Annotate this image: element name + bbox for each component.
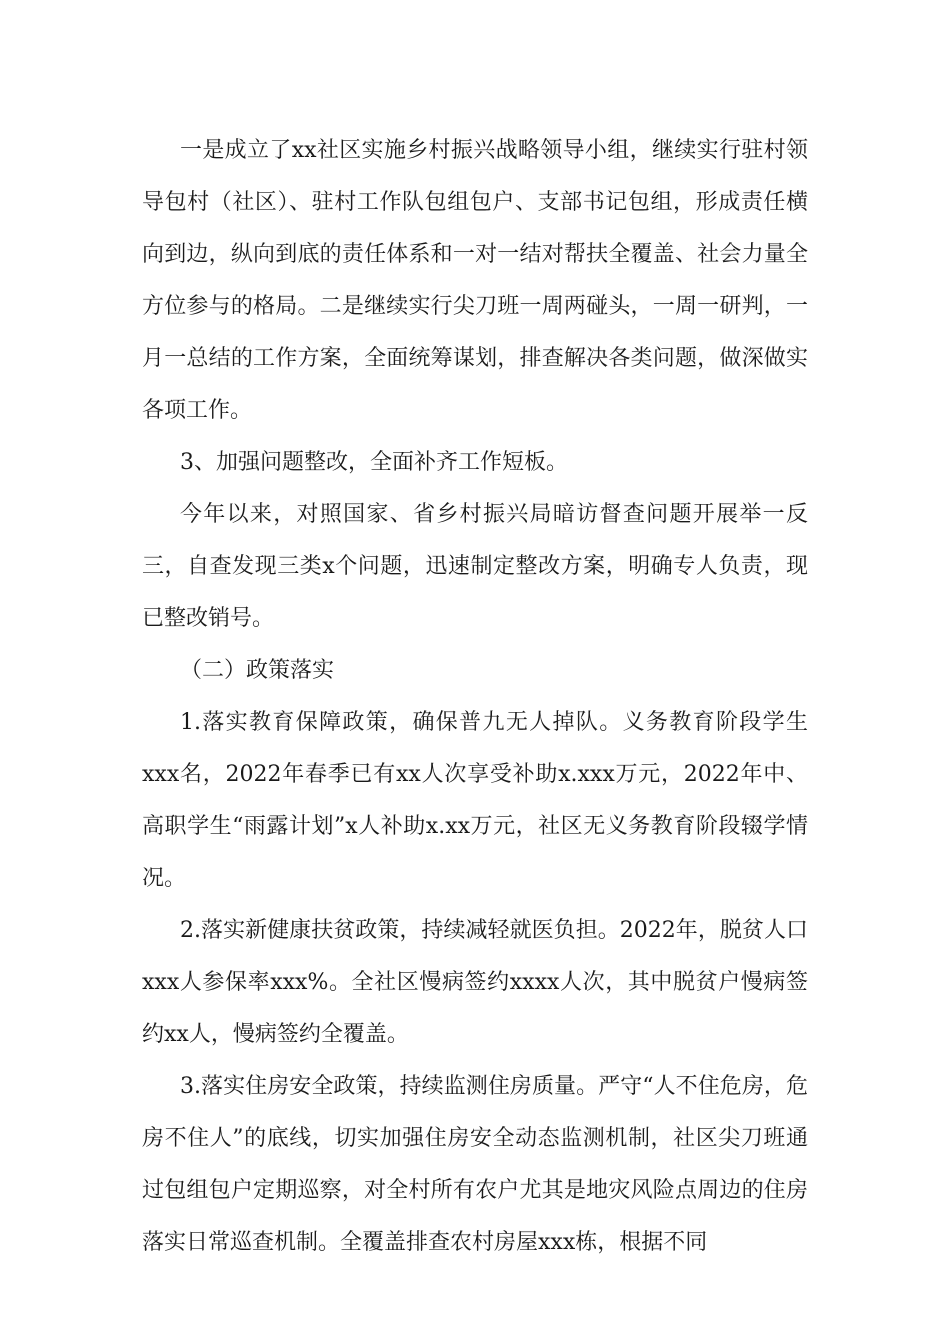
paragraph-leadership-group: 一是成立了xx社区实施乡村振兴战略领导小组，继续实行驻村领导包村（社区）、驻村工作队包组包户、支部书记包组，形成责任横向到边，纵向到底的责任体系和一对一结对帮扶全覆盖、社会力量全方位参与的格局。二是继续实行尖刀班一周两碰头，一周一研判，一月一总结的工作方案，全面统筹谋划，排查解决各类问题，做深做实各项工作。 [142, 138, 808, 423]
paragraph-health-policy: 2.落实新健康扶贫政策，持续减轻就医负担。2022年，脱贫人口xxx人参保率xxx%。全社区慢病签约xxxx人次，其中脱贫户慢病签约xx人，慢病签约全覆盖。 [142, 918, 808, 1047]
paragraph-education-policy: 1.落实教育保障政策，确保普九无人掉队。义务教育阶段学生xxx名，2022年春季已有xx人次享受补助x.xxx万元，2022年中、高职学生“雨露计划”x人补助x.xx万元，社区无义务教育阶段辍学情况。 [142, 710, 808, 891]
paragraph-heading-rectification: 3、加强问题整改，全面补齐工作短板。 [180, 450, 568, 475]
paragraph-housing-policy: 3.落实住房安全政策，持续监测住房质量。严守“人不住危房，危房不住人”的底线，切实加强住房安全动态监测机制，社区尖刀班通过包组包户定期巡察，对全村所有农户尤其是地灾风险点周边的住房落实日常巡查机制。全覆盖排查农村房屋xxx栋，根据不同 [142, 1074, 808, 1255]
document-body [142, 125, 808, 1269]
paragraph-rectification-detail: 今年以来，对照国家、省乡村振兴局暗访督查问题开展举一反三，自查发现三类x个问题，迅速制定整改方案，明确专人负责，现已整改销号。 [142, 502, 808, 631]
section-heading-policy: （二）政策落实 [180, 658, 335, 683]
